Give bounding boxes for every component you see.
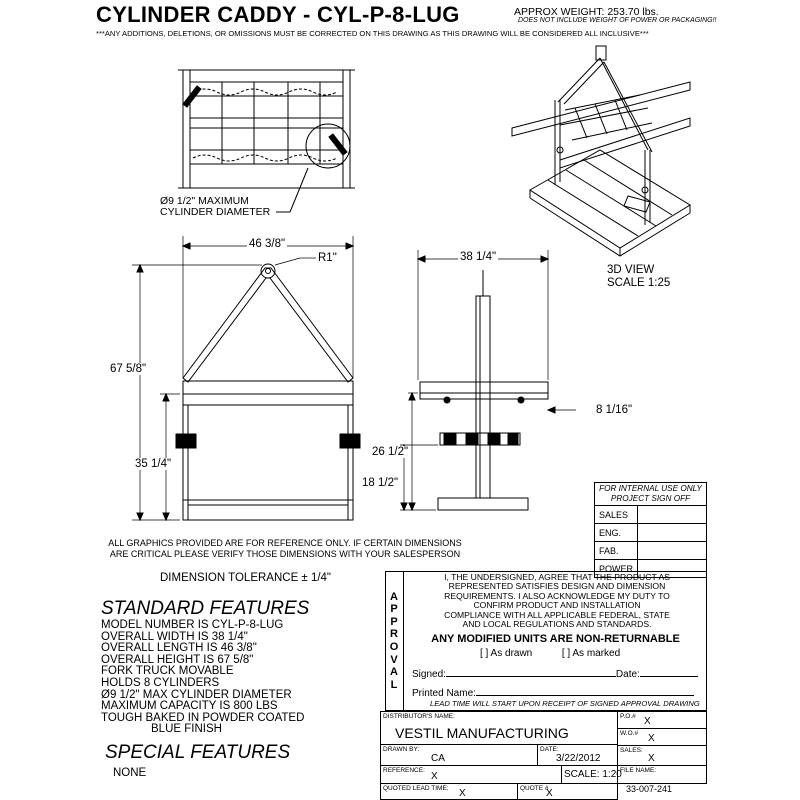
feature-item: MAXIMUM CAPACITY IS 800 LBS [101, 700, 278, 713]
dimension-tolerance: DIMENSION TOLERANCE ± 1/4" [160, 572, 332, 584]
signoff-field-fab[interactable] [638, 542, 707, 560]
date-label: Date: [615, 669, 640, 680]
date-field[interactable] [640, 667, 698, 677]
date-block-value: 3/22/2012 [556, 753, 601, 764]
drawing-title: CYLINDER CADDY - CYL-P-8-LUG [96, 2, 460, 27]
graphics-note-line1: ALL GRAPHICS PROVIDED ARE FOR REFERENCE ONLY. IF CERTAIN DIMENSIONS [108, 538, 462, 548]
sales-label: SALES: [620, 747, 643, 754]
project-signoff-table [594, 482, 707, 578]
approval-line: I, THE UNDERSIGNED, AGREE THAT THE PRODUCT AS [444, 572, 670, 582]
drawing-disclaimer: ***ANY ADDITIONS, DELETIONS, OR OMISSIONS MUST BE CORRECTED ON THIS DRAWING AS THIS DRAWING WILL BE CONSIDERED ALL INCLUSIVE*** [96, 29, 649, 38]
lead-time-note: LEAD TIME WILL START UPON RECEIPT OF SIGNED APPROVAL DRAWING [430, 699, 700, 708]
po-label: P.O.# [620, 713, 636, 720]
dim-side-height: 26 1/2" [372, 446, 409, 458]
drawn-by-cell [380, 744, 538, 766]
signoff-label: FAB. [595, 542, 638, 560]
distributor-cell [380, 711, 618, 745]
iso-view-label: 3D VIEW [607, 264, 655, 276]
dim-width-side: 38 1/4" [460, 251, 497, 263]
file-name-label: FILE NAME: [620, 767, 657, 774]
drawn-by-value: CA [431, 753, 445, 764]
approval-line: COMPLIANCE WITH ALL APPLICABLE FEDERAL, STATE [444, 609, 670, 620]
lead-time-label: QUOTED LEAD TIME: [383, 785, 449, 792]
dim-height-mid: 35 1/4" [135, 458, 172, 470]
signature-field[interactable] [446, 667, 616, 677]
lead-time-cell [380, 783, 518, 800]
feature-item: HOLDS 8 CYLINDERS [101, 676, 220, 689]
max-diameter-line2: CYLINDER DIAMETER [160, 206, 271, 218]
feature-item: Ø9 1/2" MAX CYLINDER DIAMETER [101, 688, 292, 701]
feature-item: OVERALL HEIGHT IS 67 5/8" [101, 653, 254, 666]
dim-side-offset: 8 1/16" [596, 404, 633, 416]
dim-height-total: 67 5/8" [110, 363, 147, 375]
quote-cell [517, 783, 618, 800]
feature-item: MODEL NUMBER IS CYL-P-8-LUG [101, 619, 284, 631]
reference-label: REFERENCE: [383, 767, 425, 774]
wo-value: X [648, 733, 655, 744]
dim-radius: R1" [318, 252, 337, 264]
approval-options [480, 648, 620, 659]
special-features-heading: SPECIAL FEATURES [105, 742, 291, 763]
signoff-label: SALES [595, 506, 638, 524]
dim-height-low: 18 1/2" [362, 477, 399, 489]
graphics-note [95, 538, 475, 560]
drawn-by-label: DRAWN BY: [383, 746, 420, 753]
approval-vertical-label [385, 571, 404, 711]
printed-name-label: Printed Name: [412, 688, 476, 699]
po-value: X [644, 716, 651, 727]
wo-label: W.O.# [620, 730, 639, 737]
special-features-value: NONE [113, 767, 147, 779]
printed-name-row [412, 686, 694, 699]
side-view [400, 250, 576, 510]
signoff-field-sales[interactable] [638, 506, 707, 524]
sales-value: X [648, 753, 655, 764]
approval-line: AND LOCAL REGULATIONS AND STANDARDS. [462, 619, 652, 630]
graphics-note-line2: ARE CRITICAL PLEASE VERIFY THOSE DIMENSIONS WITH YOUR SALESPERSON [109, 549, 461, 559]
reference-cell [380, 765, 562, 784]
signoff-header-line2: PROJECT SIGN OFF [610, 494, 691, 503]
distributor-label: DISTRIBUTOR'S NAME: [383, 713, 455, 720]
file-name-value: 33-007-241 [626, 784, 673, 794]
top-view [178, 70, 355, 212]
as-marked-checkbox[interactable]: [ ] As marked [561, 648, 621, 659]
printed-name-field[interactable] [476, 686, 694, 696]
feature-item: BLUE FINISH [151, 723, 222, 736]
dim-width-front: 46 3/8" [249, 238, 286, 250]
signed-label: Signed: [412, 669, 446, 680]
reference-value: X [431, 771, 438, 782]
approval-line: CONFIRM PRODUCT AND INSTALLATION [473, 600, 641, 611]
date-block-label: DATE: [540, 746, 559, 753]
distributor-value: VESTIL MANUFACTURING [395, 725, 569, 741]
scale-value: SCALE: 1:20 [564, 769, 622, 780]
quote-label: QUOTE # [520, 785, 549, 792]
standard-features-list [101, 620, 304, 736]
po-cell [617, 711, 707, 729]
standard-features-heading: STANDARD FEATURES [101, 598, 310, 619]
feature-item: OVERALL LENGTH IS 46 3/8" [101, 642, 257, 655]
feature-item: TOUGH BAKED IN POWDER COATED [101, 711, 305, 724]
approval-statement [412, 573, 702, 629]
max-diameter-note [160, 196, 270, 218]
scale-cell [561, 765, 622, 784]
feature-item: FORK TRUCK MOVABLE [101, 665, 234, 678]
approval-vertical-text: APPROVAL [389, 590, 399, 691]
date-cell [537, 744, 618, 766]
signoff-header-line1: FOR INTERNAL USE ONLY [599, 484, 702, 493]
signoff-header [595, 483, 707, 506]
non-returnable-warning: ANY MODIFIED UNITS ARE NON-RETURNABLE [431, 633, 680, 645]
sales-cell [617, 745, 707, 766]
weight-note: DOES NOT INCLUDE WEIGHT OF POWER OR PACKAGING!! [518, 17, 717, 24]
max-diameter-line1: Ø9 1/2" MAXIMUM [160, 195, 249, 207]
wo-cell [617, 728, 707, 746]
approval-line: REQUIREMENTS. I ALSO ACKNOWLEDGE MY DUTY TO [444, 590, 670, 601]
approval-line: REPRESENTED SATISFIES DESIGN AND DIMENSION [448, 581, 666, 592]
as-drawn-checkbox[interactable]: [ ] As drawn [480, 648, 533, 659]
signature-row [412, 667, 698, 680]
feature-item: OVERALL WIDTH IS 38 1/4" [101, 630, 248, 643]
file-name-cell [617, 765, 707, 794]
iso-view-scale: SCALE 1:25 [607, 277, 671, 289]
lead-time-value: X [459, 788, 466, 799]
quote-value: X [546, 788, 553, 799]
signoff-label: POWER [595, 560, 638, 578]
front-view [132, 236, 360, 520]
signoff-label: ENG. [595, 524, 638, 542]
signoff-field-eng[interactable] [638, 524, 707, 542]
approx-weight: APPROX WEIGHT: 253.70 lbs. [514, 6, 659, 18]
iso-view [512, 46, 690, 256]
